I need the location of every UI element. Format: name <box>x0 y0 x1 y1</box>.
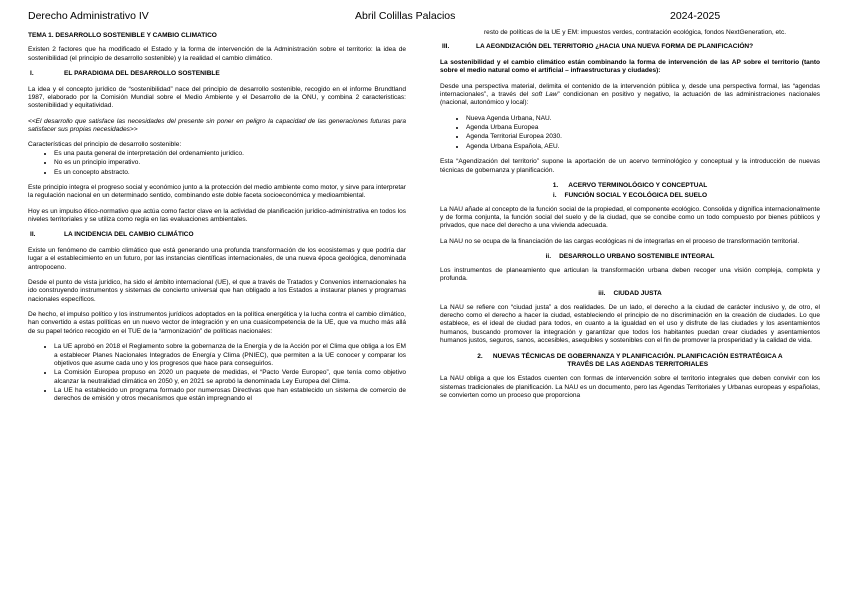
section-number: II. <box>30 231 36 239</box>
list-item: • Agenda Urbana Europea <box>466 124 820 132</box>
paragraph: Desde el punto de vista jurídico, ha sido el ámbito internacional (UE), el que a través de Tratados y Convenios internacionales ha ido construyendo instrumentos y sistemas de concierto universal que han obligado a los Estados a instaurar planes y programas nacionales específicos. <box>28 278 406 303</box>
header-course: Derecho Administrativo IV <box>28 10 149 22</box>
paragraph: Esta “Agendización del territorio” supone la aportación de un acervo terminológico y conceptual y la introducción de nuevas técnicas de gobernanza y planificación. <box>440 158 820 174</box>
characteristics-list <box>28 150 406 177</box>
characteristics-intro: Características del principio de desarrollo sostenible: <box>28 141 182 149</box>
section-title: EL PARADIGMA DEL DESARROLLO SOSTENIBLE <box>64 70 220 78</box>
soft-law-term: soft Law <box>531 90 558 98</box>
paragraph: Existe un fenómeno de cambio climático que está generando una profunda transformación de los ecosistemas y que podría dar lugar a el establecimiento en un futuro, por las instancias científicas internacionales, de una nueva época geológica, denominada antropoceno. <box>28 246 406 271</box>
section-heading-1 <box>28 70 406 78</box>
paragraph: La idea y el concepto jurídico de “sostenibilidad” nace del principio de desarrollo sostenible, recogido en el informe Brundtland 1987, elaborado por la Comisión Mundial sobre el Medio Ambiente y el Desarrollo de la ONU, y combina 2 caracteristicas: sostenibilidad y equitatividad. <box>28 85 406 110</box>
list-item: • Es un concepto abstracto. <box>54 169 406 177</box>
paragraph: La NAU se refiere con “ciudad justa” a dos realidades. De un lado, el derecho a la ciudad de carácter inclusivo y, de otro, el derecho como el derecho a hacer la ciudad, estableciendo el principio de no discriminación en la creación de ciudades. Lo que establece, es el ideal de ciudad para todos, en cuanto a la igualdad en el uso y disfrute de las ciudades y los asentamientos humanos, buscando promover la integración y garantizar que todos los habitantes puedan crear ciudades y asentamientos humanos justos, seguros, sanos, accesibles, asequibles y sostenibles con el fin de promover la prosperidad y la calidad de vida. <box>440 303 820 345</box>
subheading-1-i <box>440 192 820 200</box>
eu-measures-list <box>28 343 406 404</box>
paragraph: Los instrumentos de planeamiento que articulan la transformación urbana deben recoger una visión compleja, completa y profunda. <box>440 266 820 282</box>
subheading-number: iii. <box>598 290 606 298</box>
list-item: • Es una pauta general de interpretación del ordenamiento jurídico. <box>54 150 406 158</box>
list-item: • La Comisión Europea propuso en 2020 un paquete de medidas, el “Pacto Verde Europeo”, que tenía como objetivo alcanzar la neutralidad climática en 2050 y, en 2021 se aprobó la denominada Ley Europea del Clima. <box>54 369 406 386</box>
paragraph: De hecho, el impulso político y los instrumentos jurídicos adoptados en la política energética y la lucha contra el cambio climático, han convertido a estas políticas en un nuevo vector de integración y en una cuasicompetencia de la UE, que va mucho más allá de su papel teórico recogido en el TUE de la “armonización” de políticas nacionales: <box>28 311 406 335</box>
paragraph: La NAU añade al concepto de la función social de la propiedad, el componente ecológico. Consolida y dignifica internacionalmente y de forma conjunta, la función social del suelo y de la ciudad, que se concibe como un todo compuesto por bienes públicos y privados, que nace del derecho a una vivienda adecuada. <box>440 205 820 230</box>
subheading-1 <box>440 182 820 190</box>
list-item: • Agenda Urbana Española, AEU. <box>466 143 820 151</box>
section-number: I. <box>30 70 34 78</box>
list-item: • No es un principio imperativo. <box>54 159 406 167</box>
agendas-list <box>440 115 820 152</box>
brundtland-quote: <<El desarrollo que satisface las necesidades del presente sin poner en peligro la capacidad de las generaciones futuras para satisfacer sus propias necesidades>> <box>28 117 406 133</box>
subheading-title: CIUDAD JUSTA <box>613 290 662 298</box>
subheading-title: DESARROLLO URBANO SOSTENIBLE INTEGRAL <box>559 253 715 261</box>
paragraph: Este principio integra el progreso social y económico junto a la protección del medio ambiente como motor, y sirve para interpretar la regulación nacional en un determinado sentido, combinando este doble faceta socioeconómica y medioambiental. <box>28 183 406 200</box>
subheading-number: 2. <box>477 352 483 360</box>
text-span: Desde una perspectiva material, delimita el contenido de la intervención pública y, desde una perspectiva formal, las “agendas internacionales”, a través del <box>440 82 820 98</box>
header-year: 2024-2025 <box>670 10 721 22</box>
list-item: • Nueva Agenda Urbana, NAU. <box>466 115 820 123</box>
paragraph: Hoy es un impulso ético-normativo que actúa como factor clave en la actividad de planificación jurídico-administrativa en todos los niveles territoriales y se utiliza como regla en las evaluaciones ambientales. <box>28 207 406 223</box>
subheading-number: ii. <box>545 253 552 261</box>
subheading-1-iii <box>440 290 820 298</box>
subheading-1-ii <box>440 253 820 261</box>
section-heading-2 <box>28 231 406 239</box>
subheading-title: NUEVAS TÉCNICAS DE GOBERNANZA Y PLANIFICACIÓN. PLANIFICACIÓN ESTRATÉGICA A TRAVÉS DE LAS AGENDAS TERRITORIALES <box>492 352 783 368</box>
section-number: III. <box>442 43 450 51</box>
section-title: LA AEGNDIZACIÓN DEL TERRITORIO ¿HACIA UNA NUEVA FORMA DE PLANIFICACIÓN? <box>476 43 754 51</box>
list-item: • La UE ha establecido un programa formado por numerosas Directivas que han establecido un sistema de comercio de derechos de emisión y otros mecanismos que están impregnando el <box>54 387 406 404</box>
subheading-title: ACERVO TERMINOLÓGICO Y CONCEPTUAL <box>568 181 708 189</box>
continued-text: resto de políticas de la UE y EM: impuestos verdes, contratación ecológica, fondos NextGeneration, etc. <box>484 29 787 36</box>
list-item: • Agenda Territorial Europea 2030. <box>466 133 820 141</box>
text-span: ” condicionan en positivo y negativo, la actuación de las administraciones nacionales (nacional, autonómico y local): <box>440 90 820 107</box>
paragraph: La NAU no se ocupa de la financiación de las cargas ecológicas ni de integrarlas en el proceso de transformación territorial. <box>440 237 800 245</box>
subheading-number: 1. <box>552 181 559 189</box>
subheading-number: i. <box>552 192 557 200</box>
paragraph <box>440 83 820 108</box>
list-item: • La UE aprobó en 2018 el Reglamento sobre la gobernanza de la Energía y de la Acción por el Clima que obliga a los EM a establecer Planes Nacionales Integrados de Energía y Clima (PNIEC), que permiten a la UE conocer y comparar los objetivos que asume cada uno y los progresos que hace para conseguirlos. <box>54 343 406 368</box>
section-heading-3 <box>440 43 820 51</box>
right-column <box>440 29 820 592</box>
subheading-2 <box>440 353 820 370</box>
intro-paragraph: Existen 2 factores que ha modificado el Estado y la forma de intervención de la Administración sobre el territorio: la idea de sostenibilidad (el principio de desarrollo sostenible) y la realidad el cambio climático. <box>28 46 406 62</box>
section-title: LA INCIDENCIA DEL CAMBIO CLIMÁTICO <box>64 231 194 239</box>
subheading-title: FUNCIÓN SOCIAL Y ECOLÓGICA DEL SUELO <box>564 192 708 200</box>
left-column <box>28 32 406 592</box>
paragraph: La sostenibilidad y el cambio climático están combinando la forma de intervención de las AP sobre el territorio (tanto sobre el medio natural como el artificial – infraestructuras y ciudades): <box>440 58 820 75</box>
topic-title: TEMA 1. DESARROLLO SOSTENIBLE Y CAMBIO CLIMATICO <box>28 32 217 39</box>
header-author: Abril Colillas Palacios <box>355 10 456 22</box>
paragraph: La NAU obliga a que los Estados cuenten con formas de intervención sobre el territorio integrales que deben convivir con los sistemas tradicionales de planificación. La NAU es un documento, pero las Agendas Territoriales y Urbanas europeas y españolas, se convierten como un proceso que proporciona <box>440 375 820 399</box>
